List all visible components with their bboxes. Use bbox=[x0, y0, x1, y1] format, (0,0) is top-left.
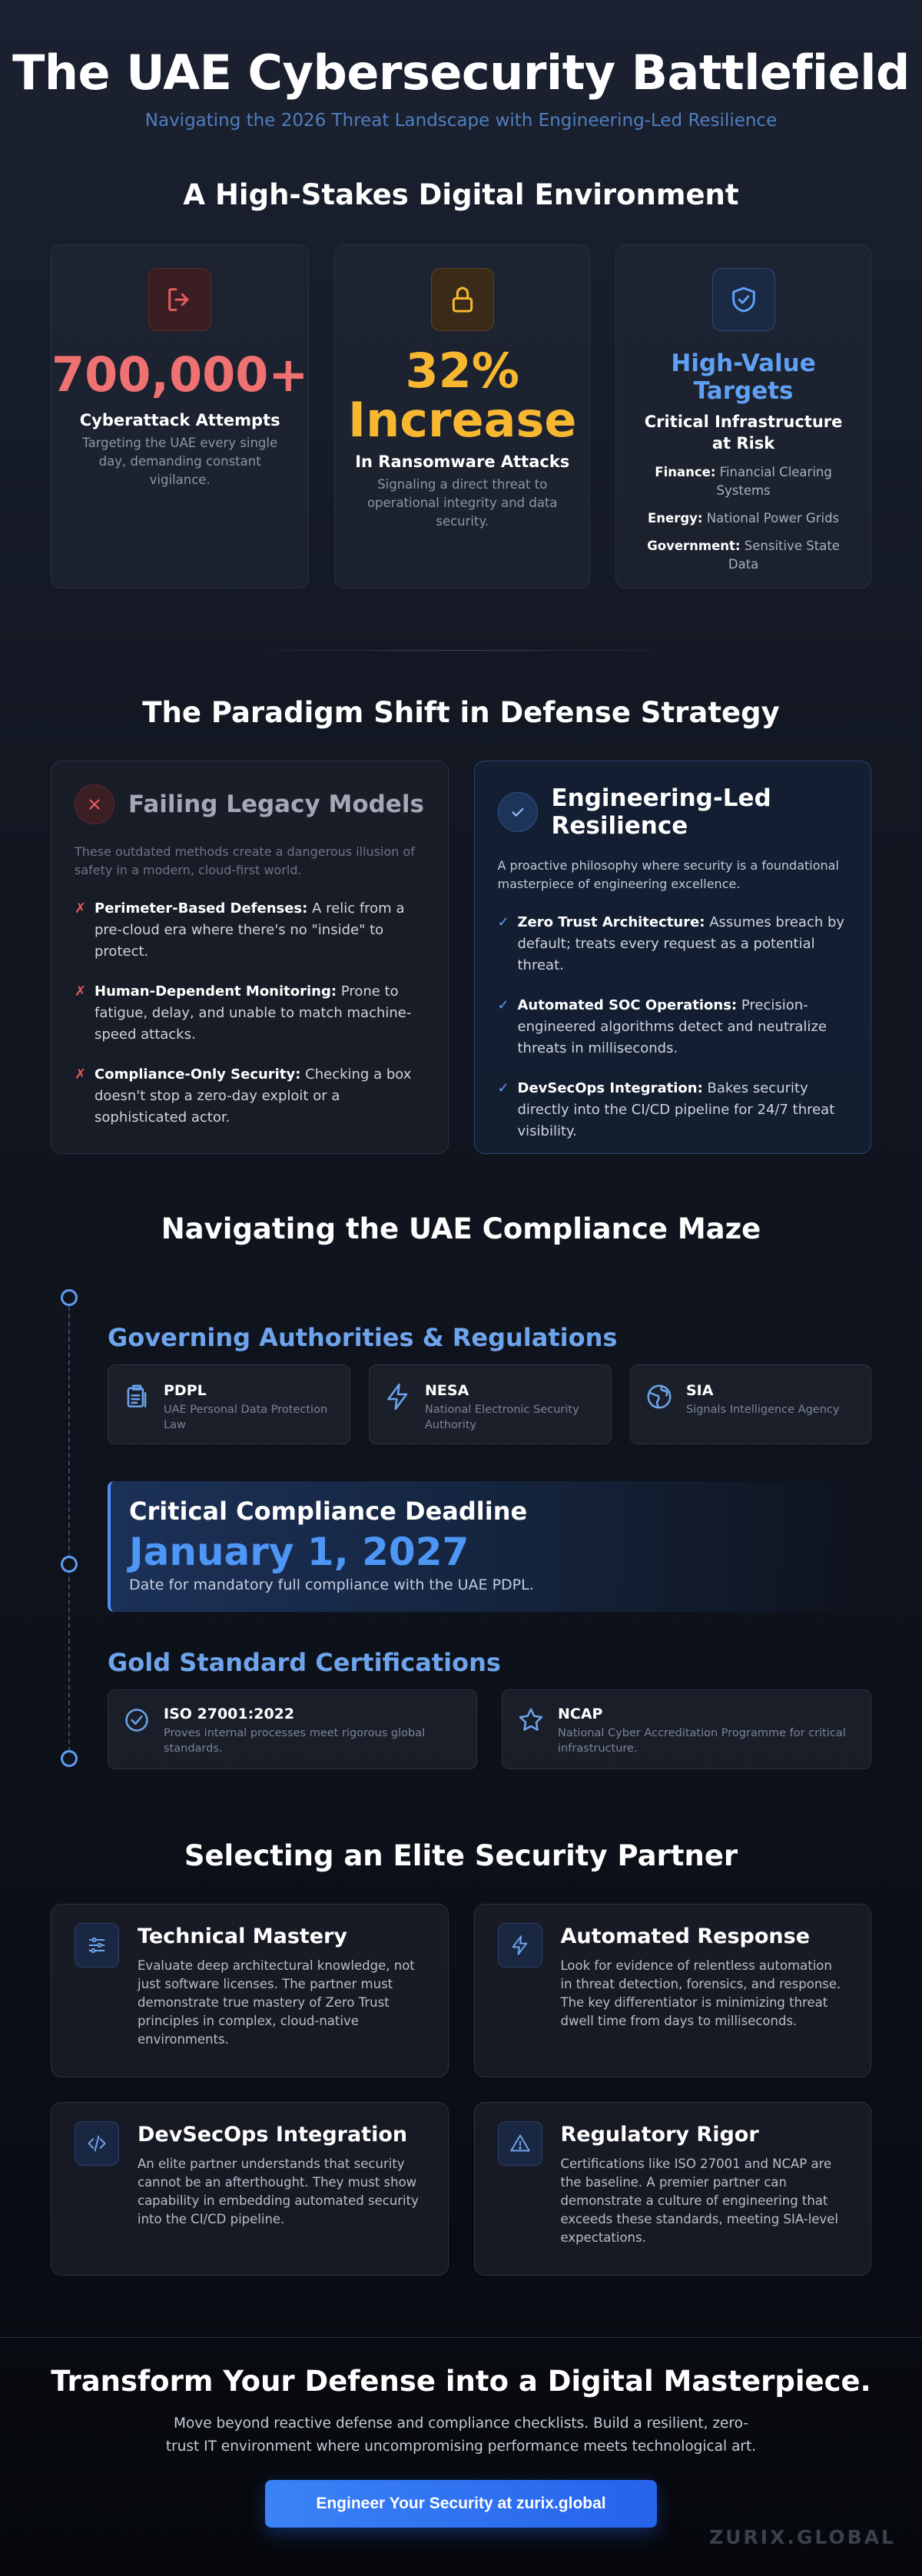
authority-name: PDPL bbox=[164, 1382, 207, 1399]
target-key: Energy: bbox=[648, 511, 703, 525]
modern-point bbox=[498, 1078, 848, 1142]
timeline-dot bbox=[61, 1750, 78, 1767]
cta-divider bbox=[0, 2337, 922, 2338]
point-text bbox=[518, 995, 848, 1059]
criteria-card-automated bbox=[474, 1904, 872, 2077]
warning-icon bbox=[498, 2121, 542, 2166]
legacy-point bbox=[75, 981, 425, 1046]
stat-label: Cyberattack Attempts bbox=[79, 411, 280, 429]
brand-watermark: ZURIX.GLOBAL bbox=[709, 2526, 896, 2548]
page-title: The UAE Cybersecurity Battlefield bbox=[12, 45, 910, 101]
authority-desc: Signals Intelligence Agency bbox=[686, 1404, 840, 1416]
cert-name: ISO 27001:2022 bbox=[164, 1706, 295, 1722]
stat-label: In Ransomware Attacks bbox=[355, 453, 570, 471]
point-key: Zero Trust Architecture: bbox=[517, 914, 705, 930]
timeline-dot bbox=[61, 1556, 78, 1573]
cert-desc: Proves internal processes meet rigorous global standards. bbox=[164, 1727, 426, 1755]
legacy-point bbox=[75, 898, 425, 963]
stat-value: 700,000+ bbox=[51, 346, 309, 403]
globe-icon bbox=[645, 1382, 674, 1411]
check-circle-icon bbox=[122, 1706, 151, 1735]
stat-label: Critical Infrastructure at Risk bbox=[644, 413, 843, 453]
shift-comparison bbox=[51, 761, 871, 1154]
target-energy bbox=[640, 509, 847, 528]
legacy-models-card bbox=[51, 761, 449, 1154]
cta-description bbox=[0, 2412, 922, 2458]
certifications-row bbox=[108, 1689, 871, 1769]
point-key: DevSecOps Integration: bbox=[517, 1080, 703, 1096]
star-icon bbox=[516, 1706, 546, 1735]
modern-point bbox=[498, 912, 848, 976]
target-government bbox=[640, 537, 847, 574]
target-value: National Power Grids bbox=[706, 511, 840, 525]
check-icon bbox=[498, 792, 538, 832]
cert-card-ncap bbox=[502, 1689, 871, 1769]
point-value: Checking a box doesn't stop a zero-day exploit or a sophisticated actor. bbox=[95, 1066, 412, 1126]
target-finance bbox=[640, 463, 847, 500]
close-icon bbox=[75, 784, 114, 824]
authority-name: SIA bbox=[686, 1382, 714, 1399]
stat-card-ransomware bbox=[334, 244, 590, 588]
criteria-desc: An elite partner understands that security cannot be an afterthought. They must show capability in embedding automated security into the CI/CD pipeline. bbox=[138, 2157, 419, 2226]
check-mark-icon: ✓ bbox=[497, 1080, 509, 1096]
stat-description: Targeting the UAE every single day, demanding constant vigilance. bbox=[82, 436, 278, 487]
criteria-card-technical bbox=[51, 1904, 449, 2077]
section-divider bbox=[230, 650, 692, 651]
cross-mark-icon: ✗ bbox=[75, 900, 87, 917]
lightning-icon bbox=[498, 1923, 542, 1968]
code-icon bbox=[75, 2121, 119, 2166]
criteria-desc: Certifications like ISO 27001 and NCAP are the baseline. A premier partner can demonstrate a culture of engineering that exceeds these standards, meeting SIA-level expectations. bbox=[560, 2157, 838, 2245]
stat-card-targets bbox=[615, 244, 871, 588]
lightning-icon bbox=[383, 1382, 413, 1411]
authorities-title: Governing Authorities & Regulations bbox=[108, 1323, 618, 1352]
cert-name: NCAP bbox=[558, 1706, 603, 1722]
point-value: Precision-engineered algorithms detect and neutralize threats in milliseconds. bbox=[517, 997, 827, 1056]
engineering-resilience-card bbox=[474, 761, 872, 1154]
cta-desc-line: Move beyond reactive defense and compliance checklists. Build a resilient, zero- bbox=[174, 2415, 748, 2432]
section-title-partners: Selecting an Elite Security Partner bbox=[184, 1839, 738, 1872]
criteria-heading: Technical Mastery bbox=[138, 1925, 348, 1948]
cross-mark-icon: ✗ bbox=[75, 983, 87, 1000]
point-value: Prone to fatigue, delay, and unable to match machine-speed attacks. bbox=[95, 983, 412, 1043]
legacy-point bbox=[75, 1064, 425, 1129]
legacy-header bbox=[75, 784, 425, 824]
target-value: Sensitive State Data bbox=[728, 539, 840, 572]
deadline-description: Date for mandatory full compliance with the UAE PDPL. bbox=[129, 1576, 534, 1593]
cert-desc: National Cyber Accreditation Programme for critical infrastructure. bbox=[558, 1727, 846, 1755]
timeline-line bbox=[68, 1298, 70, 1759]
criteria-card-devsecops bbox=[51, 2102, 449, 2276]
page-subtitle: Navigating the 2026 Threat Landscape with Engineering-Led Resilience bbox=[144, 111, 778, 131]
compliance-deadline bbox=[108, 1481, 871, 1612]
authority-card-sia bbox=[630, 1364, 871, 1444]
deadline-date: January 1, 2027 bbox=[129, 1530, 469, 1574]
modern-intro: A proactive philosophy where security is a foundational masterpiece of engineering excellence. bbox=[497, 858, 839, 891]
criteria-heading: Regulatory Rigor bbox=[560, 2123, 759, 2147]
criteria-card-regulatory bbox=[474, 2102, 872, 2276]
criteria-desc: Look for evidence of relentless automation in threat detection, forensics, and response. The key differentiator is minimizing threat dwell time from days to milliseconds. bbox=[560, 1958, 841, 2028]
sliders-icon bbox=[75, 1923, 119, 1968]
hero-header bbox=[0, 0, 922, 154]
criteria-heading: Automated Response bbox=[560, 1925, 811, 1948]
modern-heading: Engineering-Led Resilience bbox=[551, 784, 771, 840]
modern-header bbox=[498, 784, 848, 840]
clipboard-icon bbox=[122, 1382, 151, 1411]
target-key: Finance: bbox=[655, 465, 716, 479]
timeline-dot bbox=[61, 1289, 78, 1306]
stats-row bbox=[51, 244, 871, 588]
stat-card-attacks bbox=[51, 244, 309, 588]
authority-card-pdpl bbox=[108, 1364, 350, 1444]
authority-card-nesa bbox=[369, 1364, 612, 1444]
point-key: Automated SOC Operations: bbox=[517, 997, 738, 1013]
deadline-label: Critical Compliance Deadline bbox=[129, 1497, 528, 1526]
authority-name: NESA bbox=[425, 1382, 469, 1399]
authorities-row bbox=[108, 1364, 871, 1444]
point-text bbox=[518, 1078, 848, 1142]
stat-value: High-Value Targets bbox=[671, 350, 816, 405]
legacy-heading: Failing Legacy Models bbox=[128, 791, 424, 818]
cta-title: Transform Your Defense into a Digital Masterpiece. bbox=[51, 2365, 871, 2398]
point-value: A relic from a pre-cloud era where there's no "inside" to protect. bbox=[95, 900, 405, 960]
authority-desc: National Electronic Security Authority bbox=[425, 1404, 579, 1431]
legacy-intro: These outdated methods create a dangerous illusion of safety in a modern, cloud-first world. bbox=[75, 844, 415, 877]
section-title-compliance: Navigating the UAE Compliance Maze bbox=[161, 1212, 761, 1245]
point-value: Assumes breach by default; treats every request as a potential threat. bbox=[517, 914, 845, 973]
partner-criteria-grid bbox=[51, 1904, 871, 2276]
point-text bbox=[95, 981, 425, 1046]
section-title-shift: The Paradigm Shift in Defense Strategy bbox=[142, 696, 780, 729]
stat-description: Signaling a direct threat to operational integrity and data security. bbox=[366, 477, 558, 529]
cta-button[interactable]: Engineer Your Security at zurix.global bbox=[265, 2480, 657, 2528]
check-mark-icon: ✓ bbox=[497, 914, 509, 930]
modern-point bbox=[498, 995, 848, 1059]
target-key: Government: bbox=[647, 539, 741, 553]
point-value: Bakes security directly into the CI/CD pipeline for 24/7 threat visibility. bbox=[517, 1080, 835, 1139]
cert-card-iso bbox=[108, 1689, 477, 1769]
logout-icon bbox=[148, 268, 211, 331]
check-mark-icon: ✓ bbox=[497, 997, 509, 1013]
shield-check-icon bbox=[712, 268, 775, 331]
certifications-title: Gold Standard Certifications bbox=[108, 1648, 501, 1677]
point-key: Compliance-Only Security: bbox=[95, 1066, 301, 1082]
point-text bbox=[518, 912, 848, 976]
point-key: Perimeter-Based Defenses: bbox=[95, 900, 308, 917]
stat-value: 32% Increase bbox=[348, 343, 577, 448]
authority-desc: UAE Personal Data Protection Law bbox=[164, 1404, 328, 1431]
point-key: Human-Dependent Monitoring: bbox=[95, 983, 337, 1000]
target-value: Financial Clearing Systems bbox=[716, 465, 832, 498]
section-title-environment: A High-Stakes Digital Environment bbox=[183, 178, 739, 211]
criteria-desc: Evaluate deep architectural knowledge, not just software licenses. The partner must demonstrate true mastery of Zero Trust principles in complex, cloud-native environments. bbox=[138, 1958, 415, 2047]
cta-desc-line: trust IT environment where uncompromising performance meets technological art. bbox=[165, 2438, 757, 2455]
point-text bbox=[95, 898, 425, 963]
point-text bbox=[95, 1064, 425, 1129]
lock-icon bbox=[431, 268, 494, 331]
criteria-heading: DevSecOps Integration bbox=[138, 2123, 408, 2147]
cross-mark-icon: ✗ bbox=[75, 1066, 87, 1082]
